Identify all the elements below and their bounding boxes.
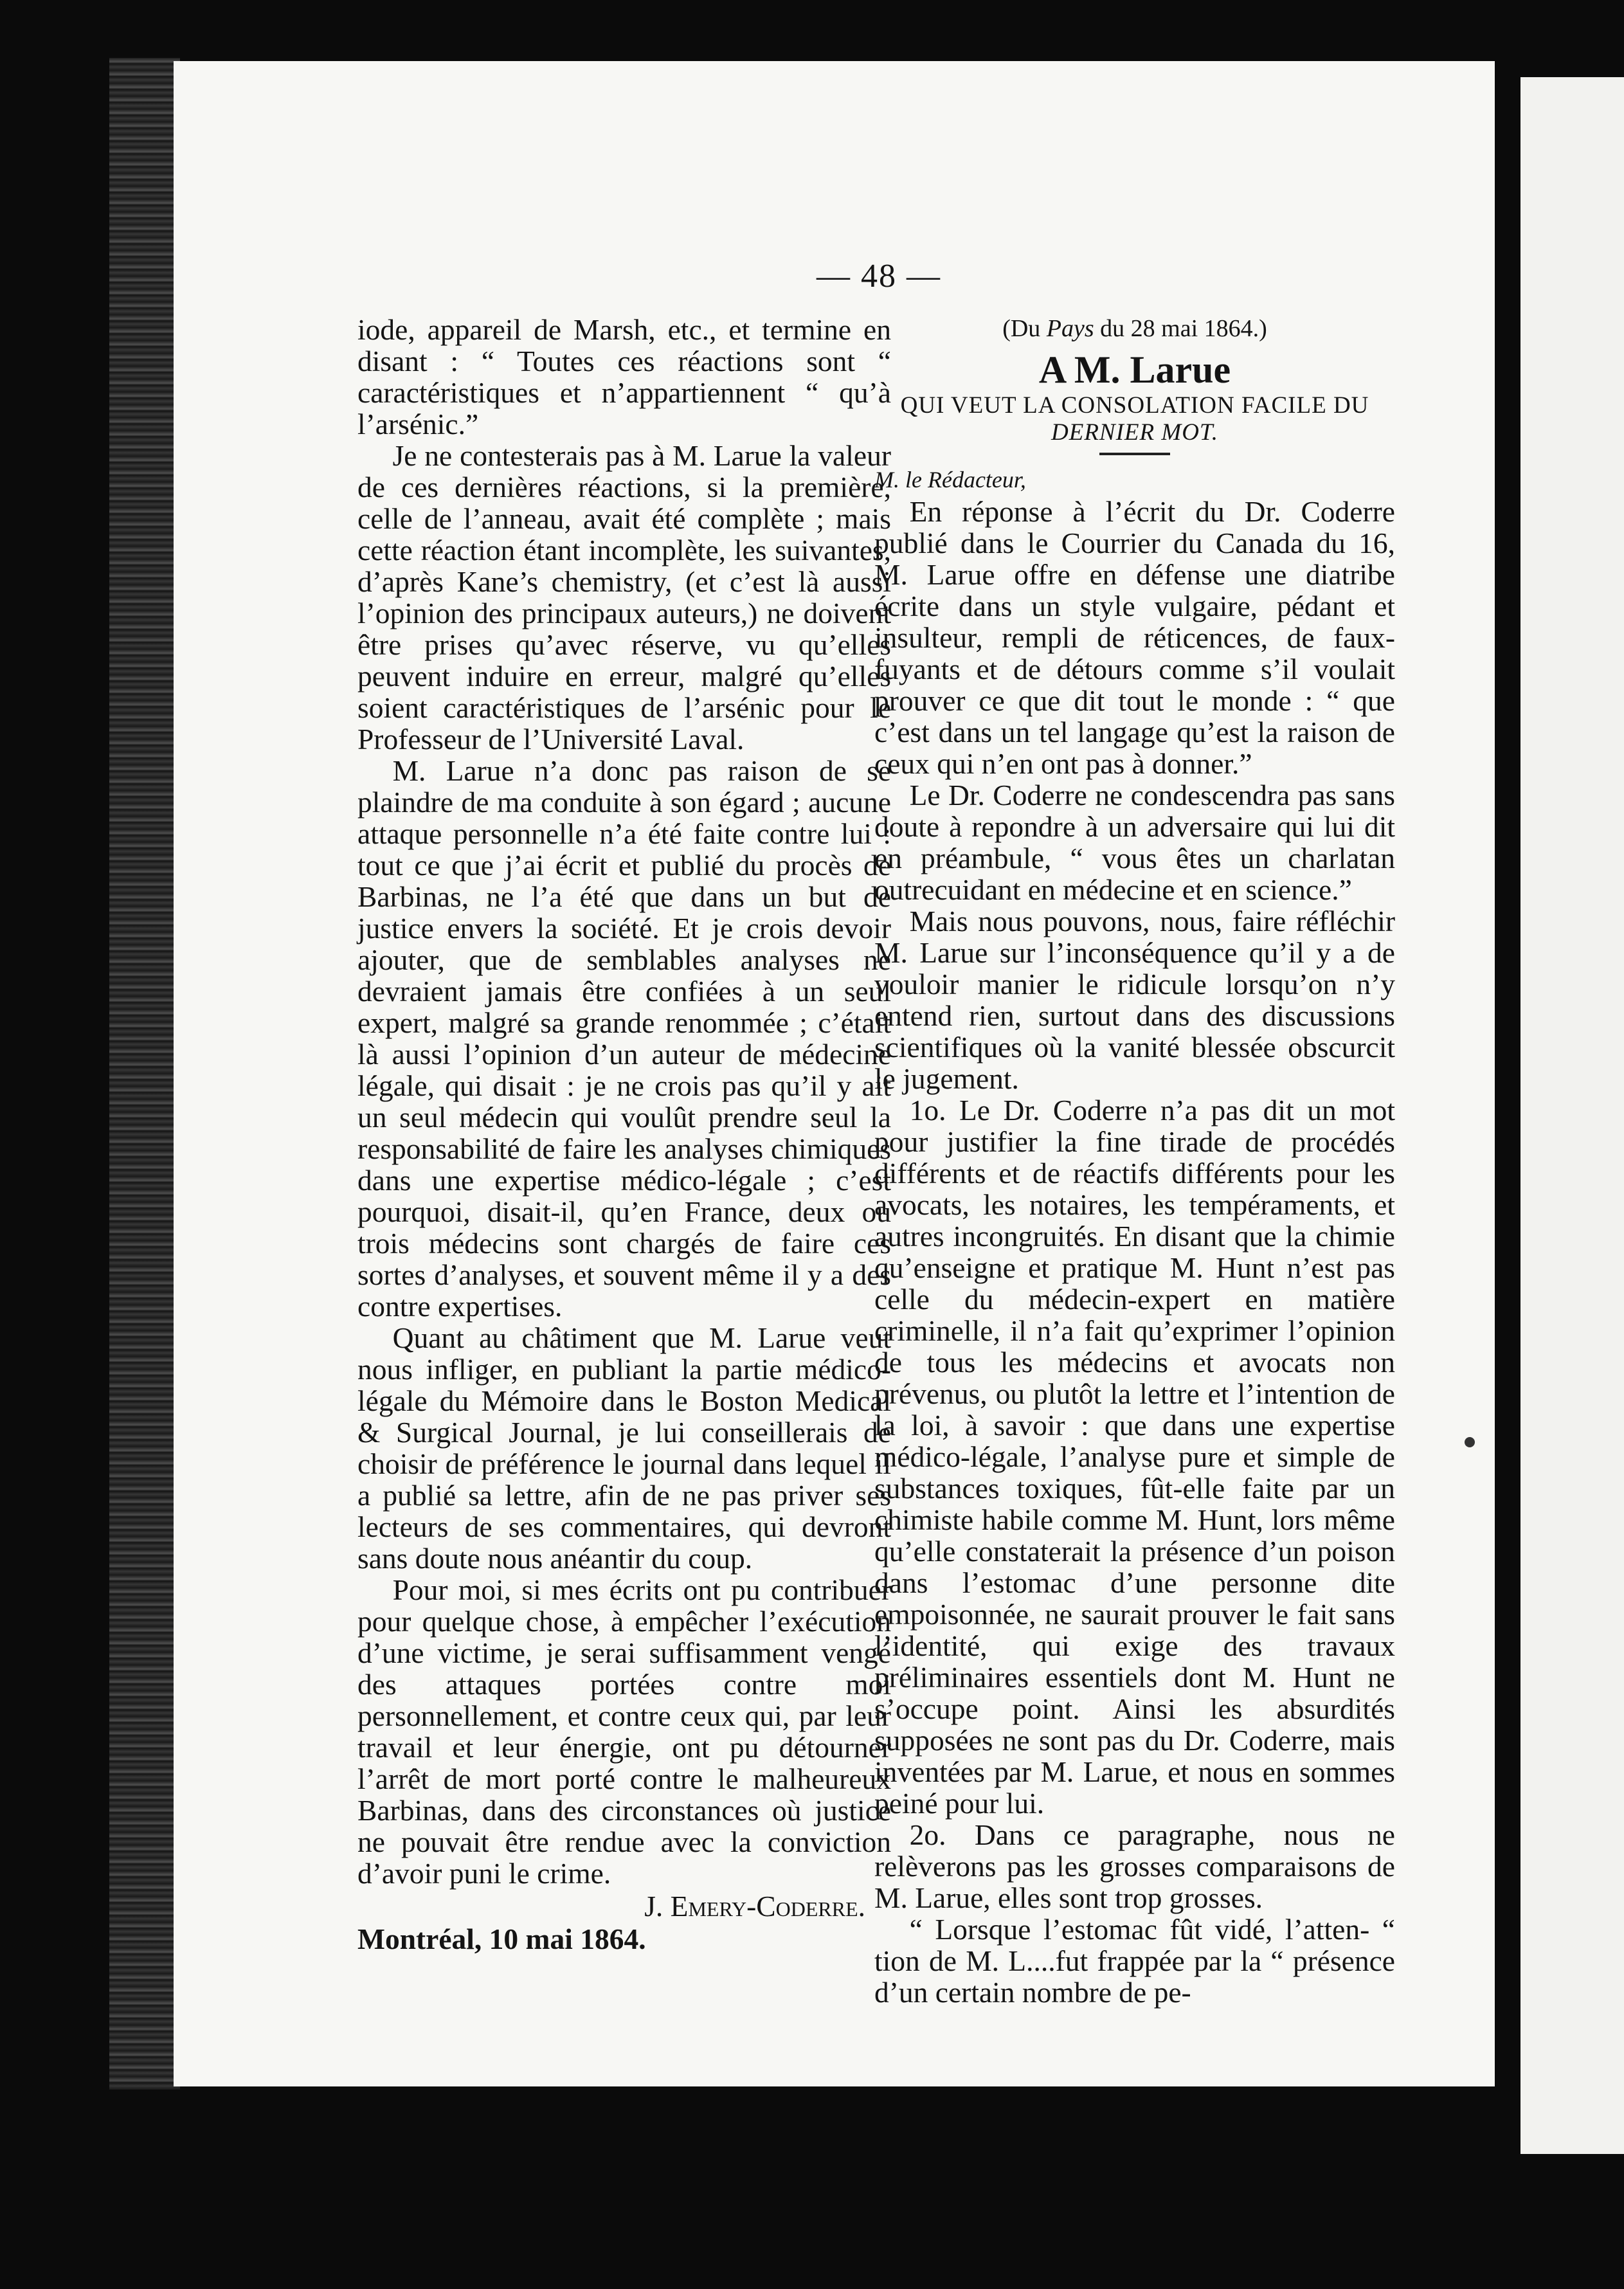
paragraph: En réponse à l’écrit du Dr. Coderre publié dans le Courrier du Canada du 16, M. Larue offre en défense une diatribe écrite dans un style vulgaire, pédant et insulteur, rempli de réticences, de faux-fuyants et de détours comme s’il voulait prouver ce que dit tout le monde : “ que c’est dans un tel langage qu’est la raison de ceux qui n’en ont pas à donner.”	[874, 495, 1395, 780]
paragraph: Quant au châtiment que M. Larue veut nous infliger, en publiant la partie médico-légale du Mémoire dans le Boston Medical & Surgical Journal, je lui conseillerais de choisir de préférence le journal dans lequel il a publié sa lettre, afin de ne pas priver ses lecteurs de ses commentaires, qui devront sans doute nous anéantir du coup.	[357, 1321, 891, 1575]
paragraph: Je ne contesterais pas à M. Larue la valeur de ces dernières réactions, si la première, celle de l’anneau, avait été complète ; mais cette réaction étant incomplète, les suivantes, d’après Kane’s chemistry, (et c’est là aussi l’opinion des principaux auteurs,) ne doivent être prises qu’avec réserve, vu qu’elles peuvent induire en erreur, malgré qu’elles soient caractéristiques de l’arsénic pour le Professeur de l’Université Laval.	[357, 439, 891, 755]
paragraph: Mais nous pouvons, nous, faire réfléchir M. Larue sur l’inconséquence qu’il y a de vouloir manier le ridicule lorsqu’on n’y entend rien, surtout dans des discussions scientifiques où la vanité blessée obscurcit le jugement.	[874, 905, 1395, 1095]
next-page-edge	[1520, 77, 1624, 2154]
page-number: — 48 —	[817, 258, 941, 294]
article-subhead-2: DERNIER MOT.	[1051, 419, 1218, 446]
article-headline: A M. Larue	[1038, 348, 1231, 391]
book-binding-gutter	[109, 58, 180, 2090]
paragraph: 2o. Dans ce paragraphe, nous ne relèverons pas les grosses comparaisons de M. Larue, elles sont trop grosses.	[874, 1818, 1395, 1914]
left-column	[357, 314, 891, 1955]
paragraph: iode, appareil de Marsh, etc., et termine en disant : “ Toutes ces réactions sont “ caractéristiques et n’appartiennent “ qu’à l’arsénic.”	[357, 313, 891, 440]
source-prefix: (Du	[1002, 315, 1041, 342]
paragraph: M. Larue n’a donc pas raison de se plaindre de ma conduite à son égard ; aucune attaque personnelle n’a été faite contre lui : tout ce que j’ai écrit et publié du procès de Barbinas, ne l’a été que dans un but de justice envers la société. Et je crois devoir ajouter, que de semblables analyses ne devraient jamais être confiées à un seul expert, malgré sa grande renommée ; c’était là aussi l’opinion d’un auteur de médecine légale, qui disait : je ne crois pas qu’il y ait un seul médecin qui voulût prendre seul la responsabilité de faire les analyses chimiques dans une expertise médico-légale ; c’est pourquoi, disait-il, qu’en France, deux ou trois médecins sont chargés de faire ces sortes d’analyses, et souvent même il y a des contre expertises.	[357, 754, 891, 1323]
paragraph: Pour moi, si mes écrits ont pu contribuer pour quelque chose, à empêcher l’exécution d’une victime, je serai suffisamment vengé des attaques portées contre moi personnellement, et contre ceux qui, par leur travail et leur énergie, ont pu détourner l’arrêt de mort porté contre le malheureux Barbinas, dans des circonstances où justice ne pouvait être rendue avec la conviction d’avoir puni le crime.	[357, 1573, 891, 1890]
page-speck	[1465, 1437, 1475, 1447]
paragraph: Le Dr. Coderre ne condescendra pas sans doute à repondre à un adversaire qui lui dit en préambule, “ vous êtes un charlatan outrecuidant en médecine et en science.”	[874, 779, 1395, 906]
article-subhead: QUI VEUT LA CONSOLATION FACILE DU	[900, 392, 1369, 419]
right-column	[874, 314, 1395, 2008]
signature-text: J. Emery-Coderre.	[644, 1890, 865, 1923]
divider-rule	[1099, 453, 1170, 455]
dateline: Montréal, 10 mai 1864.	[357, 1923, 646, 1955]
source-date: du 28 mai 1864.)	[1100, 315, 1267, 342]
source-citation	[874, 314, 1395, 343]
paragraph: 1o. Le Dr. Coderre n’a pas dit un mot pour justifier la fine tirade de procédés différents et de réactifs différents pour les avocats, les notaires, les tempéraments, et autres incongruités. En disant que la chimie qu’enseigne et pratique M. Hunt n’est pas celle du médecin-expert en matière criminelle, il n’a fait qu’exprimer l’opinion de tous les médecins et avocats non prévenus, ou plutôt la lettre et l’intention de la loi, à savoir : que dans une expertise médico-légale, l’analyse pure et simple de substances toxiques, fût-elle faite par un chimiste habile comme M. Hunt, lors même qu’elle constaterait la présence d’un poison dans l’estomac d’une personne dite empoisonnée, ne saurait prouver le fait sans l’identité, qui exige des travaux préliminaires essentiels dont M. Hunt ne s’occupe point. Ainsi les absurdités supposées ne sont pas du Dr. Coderre, mais inventées par M. Larue, et nous en sommes peiné pour lui.	[874, 1094, 1395, 1820]
source-paper: Pays	[1046, 315, 1094, 342]
paragraph: “ Lorsque l’estomac fût vidé, l’atten- “ tion de M. L....fut frappée par la “ présence d’un certain nombre de pe-	[874, 1913, 1395, 2009]
salutation: M. le Rédacteur,	[874, 467, 1026, 493]
signature	[357, 1890, 865, 1922]
